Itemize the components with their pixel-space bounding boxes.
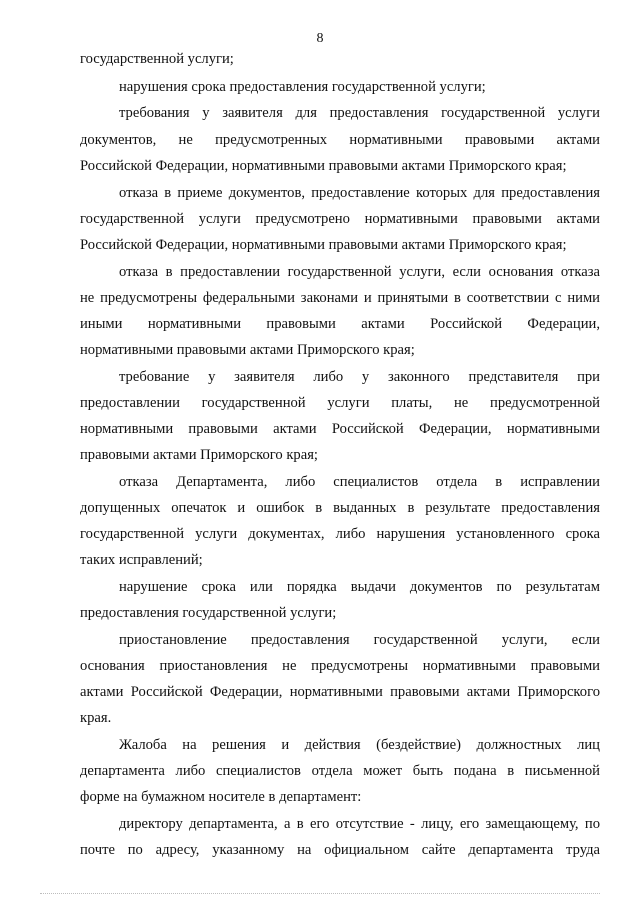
text-line: иными нормативными правовыми актами Российской Федерации, (80, 316, 600, 332)
text-line: края. (80, 710, 112, 726)
text-line: основания приостановления не предусмотрены нормативными правовыми (80, 658, 600, 674)
text-line: департамента либо специалистов отдела может быть подана в письменной (80, 763, 600, 779)
text-line: нормативными правовыми актами Российской Федерации, нормативными (80, 421, 600, 437)
text-line: предоставления государственной услуги; (80, 605, 337, 621)
text-line: документов, не предусмотренных нормативными правовыми актами (80, 132, 600, 148)
text-line: нарушения срока предоставления государственной услуги; (119, 79, 486, 95)
text-line: допущенных опечаток и ошибок в выданных в результате предоставления (80, 500, 600, 516)
text-line: требования у заявителя для предоставления государственной услуги (119, 105, 600, 121)
text-line: государственной услуги документах, либо нарушения установленного срока (80, 526, 600, 542)
text-line: нарушение срока или порядка выдачи документов по результатам (119, 579, 600, 595)
text-line: отказа в предоставлении государственной услуги, если основания отказа (119, 264, 600, 280)
text-line: нормативными правовыми актами Приморского края; (80, 342, 415, 358)
text-line: актами Российской Федерации, нормативными правовыми актами Приморского (80, 684, 600, 700)
text-line: директору департамента, а в его отсутствие - лицу, его замещающему, по (119, 816, 600, 832)
text-line: отказа Департамента, либо специалистов отдела в исправлении (119, 474, 600, 490)
text-line: требование у заявителя либо у законного представителя при (119, 369, 600, 385)
text-line: почте по адресу, указанному на официальном сайте департамента труда (80, 842, 600, 858)
footer-divider (40, 893, 600, 895)
text-line: государственной услуги предусмотрено нормативными правовыми актами (80, 211, 600, 227)
page-number: 8 (316, 31, 324, 46)
text-line: Российской Федерации, нормативными правовыми актами Приморского края; (80, 237, 567, 253)
text-line: форме на бумажном носителе в департамент: (80, 789, 362, 805)
text-line: предоставлении государственной услуги платы, не предусмотренной (80, 395, 600, 411)
text-line: Жалоба на решения и действия (бездействие) должностных лиц (119, 737, 600, 753)
text-line: Российской Федерации, нормативными правовыми актами Приморского края; (80, 158, 567, 174)
text-line: отказа в приеме документов, предоставление которых для предоставления (119, 185, 600, 201)
text-line: приостановление предоставления государственной услуги, если (119, 632, 600, 648)
text-line: не предусмотрены федеральными законами и принятыми в соответствии с ними (80, 290, 600, 306)
text-line: государственной услуги; (80, 51, 234, 67)
text-line: таких исправлений; (80, 552, 203, 568)
text-line: правовыми актами Приморского края; (80, 447, 318, 463)
